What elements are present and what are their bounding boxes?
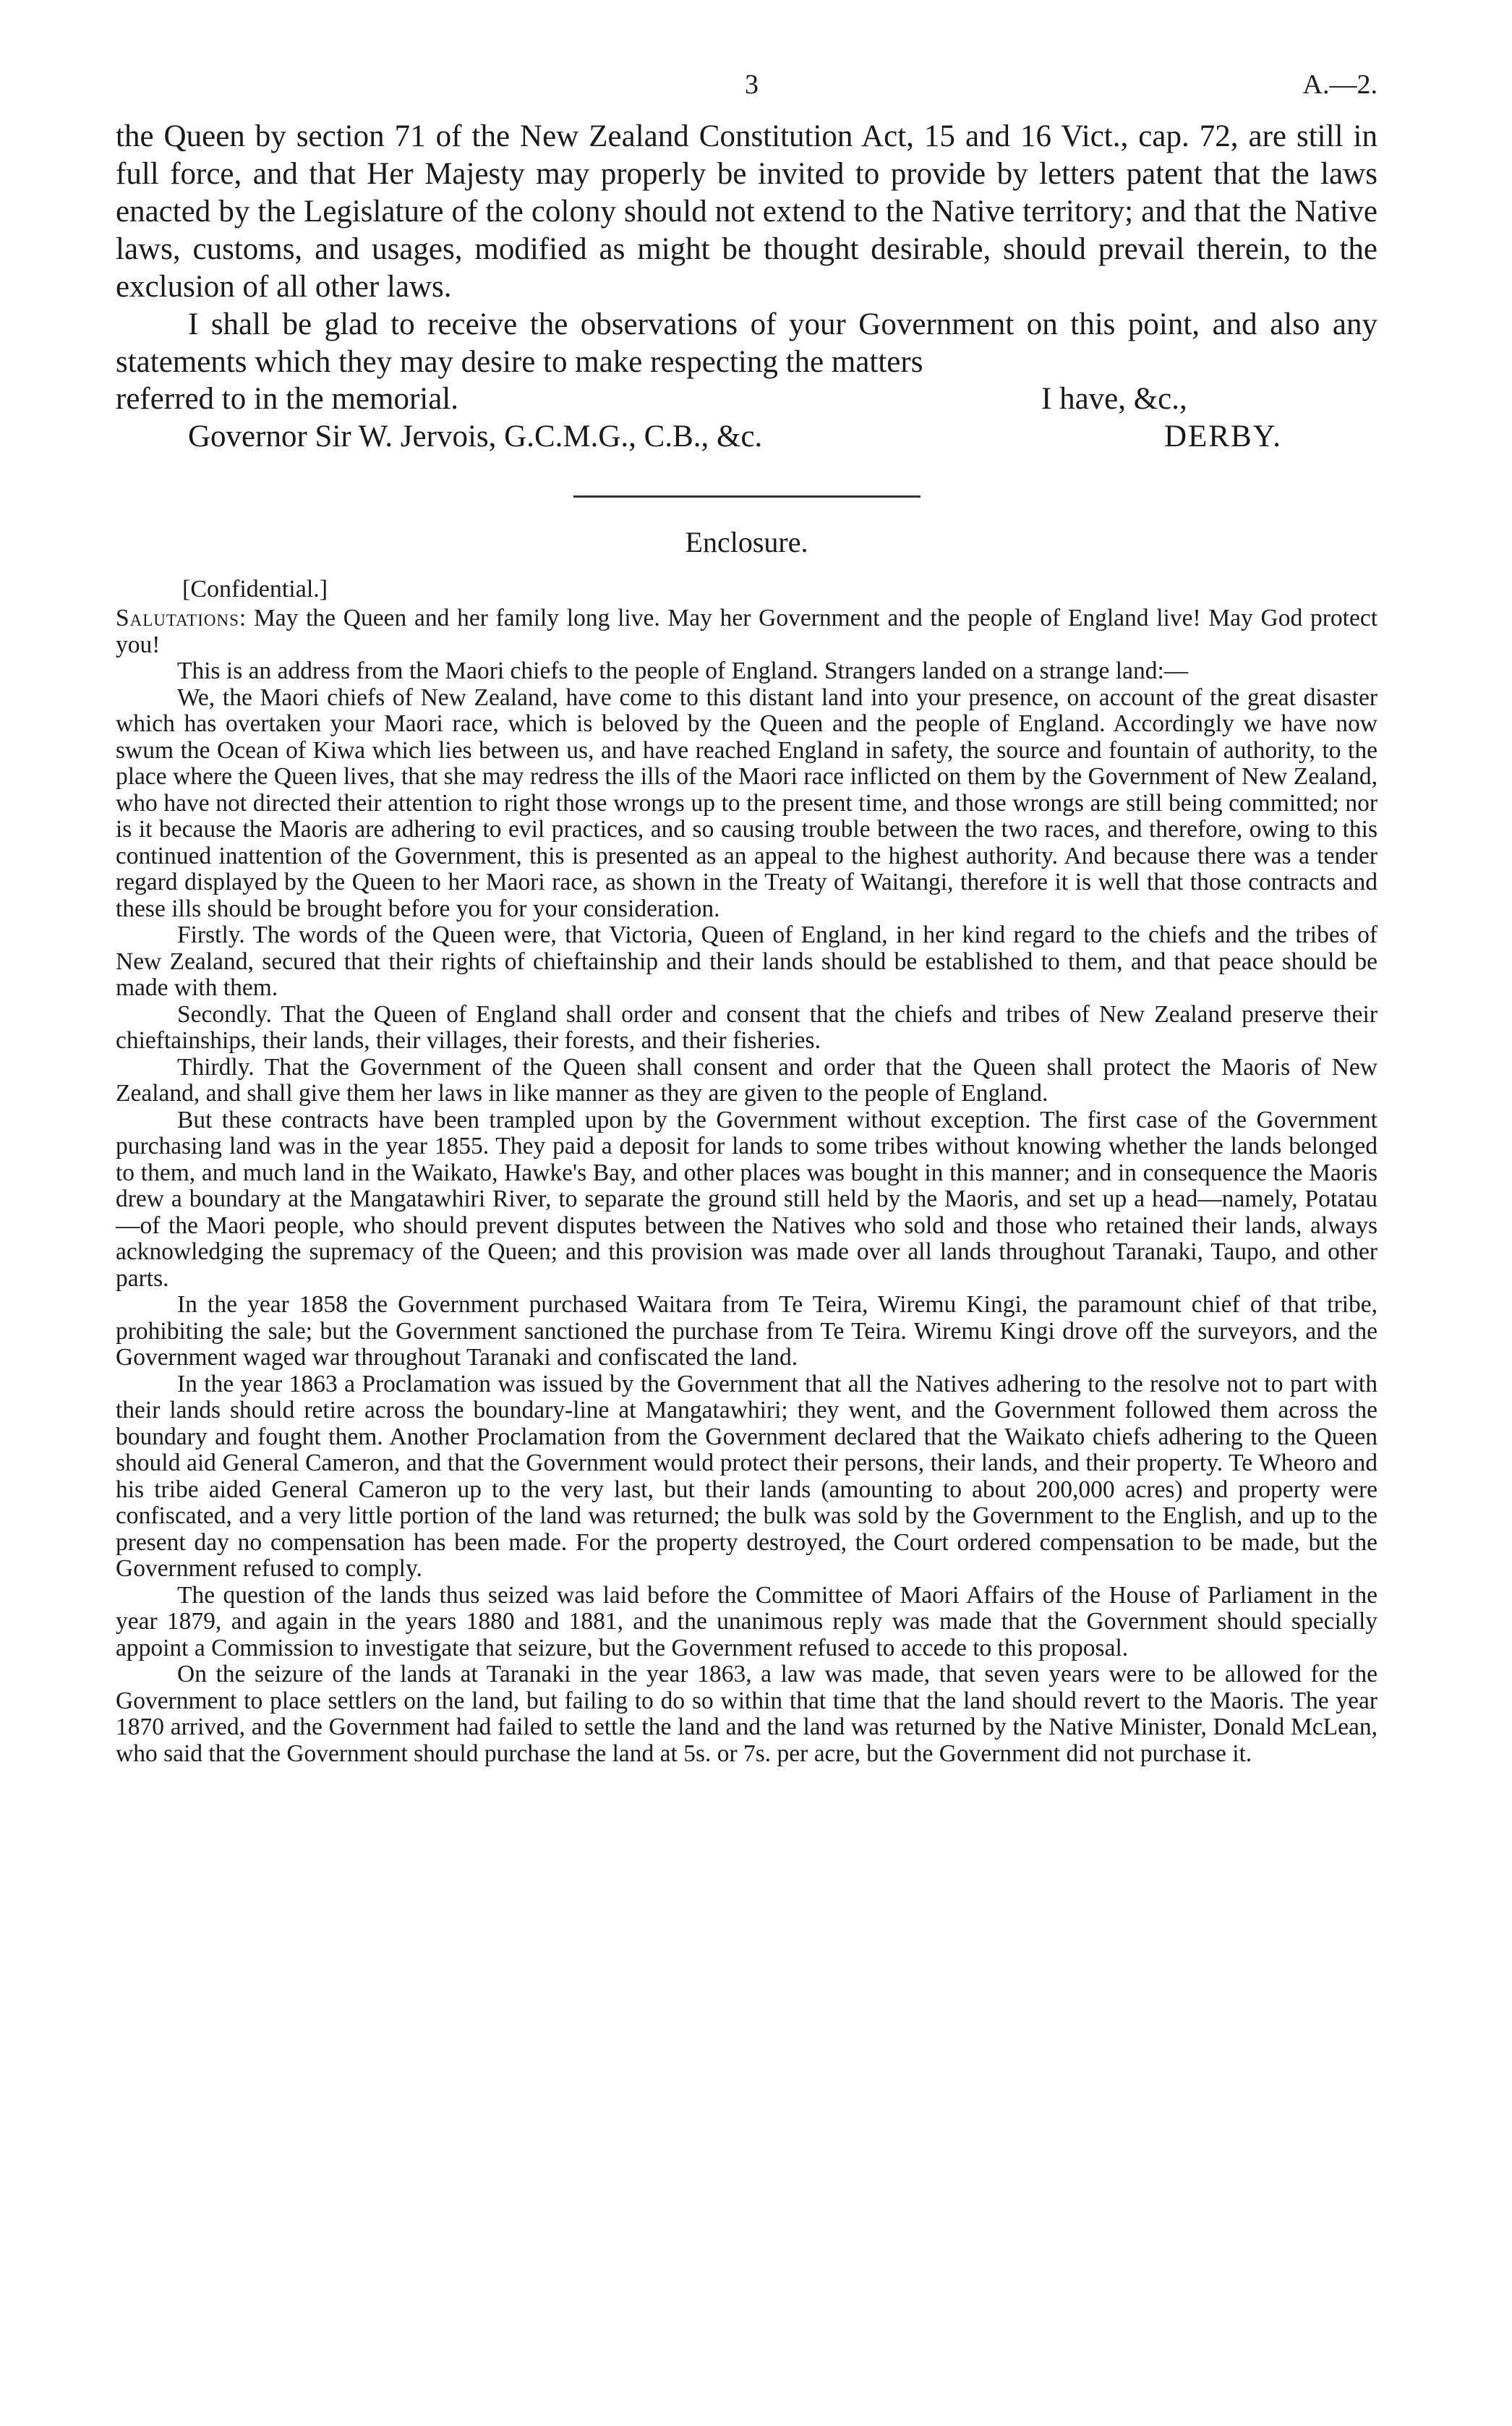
enclosure-body xyxy=(116,605,1378,1767)
enclosure-paragraph: Firstly. The words of the Queen were, that Victoria, Queen of England, in her kind regard to the chiefs and the tribes of New Zealand, secured that their rights of chieftainship and their lands should be established to them, and that peace should be made with them. xyxy=(116,922,1378,1001)
enclosure-paragraph: The question of the lands thus seized was laid before the Committee of Maori Affairs of the House of Parliament in the year 1879, and again in the years 1880 and 1881, and the unanimous reply was made that the Government should specially appoint a Commission to investigate that seizure, but the Government refused to accede to this proposal. xyxy=(116,1581,1378,1661)
enclosure-paragraph: In the year 1858 the Government purchased Waitara from Te Teira, Wiremu Kingi, the paramount chief of that tribe, prohibiting the sale; but the Government sanctioned the purchase from Te Teira. Wiremu Kingi drove off the surveyors, and the Government waged war throughout Taranaki and confiscated the land. xyxy=(116,1291,1378,1371)
enclosure-paragraph: This is an address from the Maori chiefs to the people of England. Strangers landed on a strange land:— xyxy=(177,657,1189,684)
page-number: 3 xyxy=(745,69,759,100)
salutations-text: : May the Queen and her family long live. May her Government and the people of England live! May God protect you! xyxy=(116,605,1378,658)
enclosure-paragraph: On the seizure of the lands at Taranaki in the year 1863, a law was made, that seven years were to be allowed for the Government to place settlers on the land, but failing to do so within that time that the land should revert to the Maoris. The year 1870 arrived, and the Government had failed to settle the land and the land was returned by the Native Minister, Donald McLean, who said that the Government should purchase the land at 5s. or 7s. per acre, but the Government did not purchase it. xyxy=(116,1661,1378,1767)
closing-text: referred to in the memorial. xyxy=(116,382,458,416)
enclosure-paragraph: In the year 1863 a Proclamation was issued by the Government that all the Natives adhering to the resolve not to part with their lands should retire across the boundary-line at Mangatawhiri; they went, and the Government followed them across the boundary and fought them. Another Proclamation from the Government declared that the Waikato chiefs adhering to the Queen should aid General Cameron, and that the Government would protect their persons, their lands, and their property. Te Wheoro and his tribe aided General Cameron up to the very last, but their lands (amounting to about 200,000 acres) and property were confiscated, and a very little portion of the land was returned; the bulk was sold by the Government to the English, and up to the present day no compensation has been made. For the property destroyed, the Court ordered compensation to be made, but the Government refused to comply. xyxy=(116,1370,1378,1582)
page-header xyxy=(116,69,1378,112)
enclosure-paragraph: We, the Maori chiefs of New Zealand, have come to this distant land into your presence, on account of the great disaster which has overtaken your Maori race, which is beloved by the Queen and the people of England. Accordingly we have now swum the Ocean of Kiwa which lies between us, and have reached England in safety, the source and fountain of authority, to the place where the Queen lives, that she may redress the ills of the Maori race inflicted on them by the Government of New Zealand, who have not directed their attention to right those wrongs up to the present time, and those wrongs are still being committed; nor is it because the Maoris are adhering to evil practices, and so causing trouble between the two races, and therefore, owing to this continued inattention of the Government, this is presented as an appeal to the highest authority. And because there was a tender regard displayed by the Queen to her Maori race, as shown in the Treaty of Waitangi, therefore it is well that those contracts and these ills should be brought before you for your consideration. xyxy=(116,684,1378,922)
salutations-label: Salutations xyxy=(116,605,239,631)
letter-closing xyxy=(116,381,1378,419)
salutations-paragraph xyxy=(116,605,1378,658)
closing-formula: I have, &c., xyxy=(1041,382,1187,416)
addressee-line xyxy=(116,419,1378,459)
letter-paragraph-1: the Queen by section 71 of the New Zealand Constitution Act, 15 and 16 Vict., cap. 72, are still in full force, and that Her Majesty may properly be invited to provide by letters patent that the laws enacted by the Legislature of the colony should not extend to the Native territory; and that the Native laws, customs, and usages, modified as might be thought desirable, should prevail therein, to the exclusion of all other laws. xyxy=(116,119,1378,304)
signature: DERBY. xyxy=(1164,420,1282,454)
section-divider xyxy=(573,495,921,498)
enclosure-title: Enclosure. xyxy=(685,526,808,558)
enclosure-paragraph: Secondly. That the Queen of England shall order and consent that the chiefs and tribes of New Zealand preserve their chieftainships, their lands, their villages, their forests, and their fisheries. xyxy=(116,1000,1378,1054)
document-page xyxy=(116,69,1378,1767)
letter-body xyxy=(116,118,1378,381)
enclosure-paragraph: But these contracts have been trampled upon by the Government without exception. The first case of the Government purchasing land was in the year 1855. They paid a deposit for lands to some tribes without knowing whether the lands belonged to them, and much land in the Waikato, Hawke's Bay, and other places was bought in this manner; and in consequence the Maoris drew a boundary at the Mangatawhiri River, to separate the ground still held by the Maoris, and set up a head—namely, Potatau—of the Maori people, who should prevent disputes between the Natives who sold and those who retained their lands, always acknowledging the supremacy of the Queen; and this provision was made over all lands throughout Taranaki, Taupo, and other parts. xyxy=(116,1106,1378,1292)
addressee: Governor Sir W. Jervois, G.C.M.G., C.B., &c. xyxy=(188,420,763,454)
confidential-label: [Confidential.] xyxy=(182,576,328,603)
letter-paragraph-2: I shall be glad to receive the observations of your Government on this point, and also any statements which they may desire to make respecting the matters xyxy=(116,307,1378,379)
page-reference: A.—2. xyxy=(1302,69,1378,100)
enclosure-paragraph: Thirdly. That the Government of the Queen shall consent and order that the Queen shall protect the Maoris of New Zealand, and shall give them her laws in like manner as they are given to the people of England. xyxy=(116,1053,1378,1107)
